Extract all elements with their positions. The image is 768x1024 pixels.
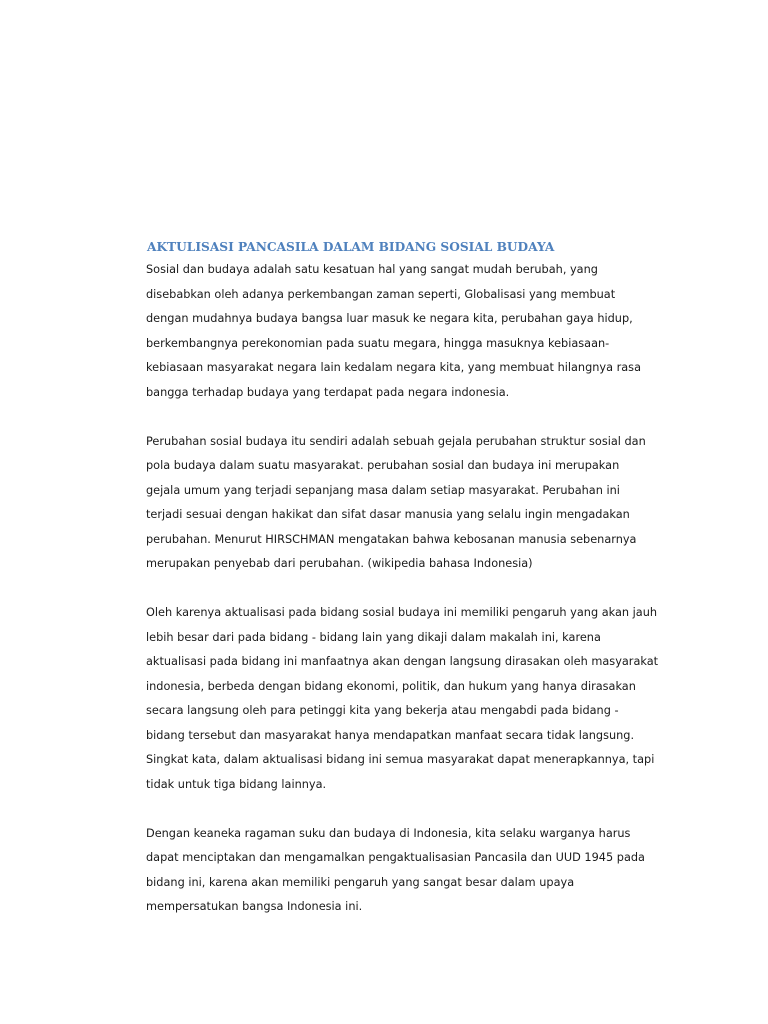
paragraph-line: pola budaya dalam suatu masyarakat. perubahan sosial dan budaya ini merupakan [146, 459, 620, 472]
paragraph-spacer [146, 577, 666, 602]
paragraph [146, 601, 666, 797]
paragraph-line: Oleh karenya aktualisasi pada bidang sosial budaya ini memiliki pengaruh yang akan jauh [146, 606, 658, 619]
paragraph-line: terjadi sesuai dengan hakikat dan sifat dasar manusia yang selalu ingin mengadakan [146, 508, 630, 521]
paragraph-line: bidang ini, karena akan memiliki pengaruh yang sangat besar dalam upaya [146, 875, 575, 889]
paragraph-line: bidang tersebut dan masyarakat hanya mendapatkan manfaat secara tidak langsung. [146, 728, 635, 742]
paragraph-spacer [146, 797, 666, 822]
paragraph-line: indonesia, berbeda dengan bidang ekonomi, politik, dan hukum yang hanya dirasakan [146, 679, 636, 693]
paragraph-line: lebih besar dari pada bidang - bidang lain yang dikaji dalam makalah ini, karena [146, 630, 601, 644]
paragraph-line: disebabkan oleh adanya perkembangan zaman seperti, Globalisasi yang membuat [146, 287, 616, 301]
document-heading: AKTULISASI PANCASILA DALAM BIDANG SOSIAL BUDAYA [147, 240, 555, 254]
paragraph-line: kebiasaan masyarakat negara lain kedalam negara kita, yang membuat hilangnya rasa [146, 361, 641, 374]
paragraph [146, 430, 666, 577]
paragraph-line: perubahan. Menurut HIRSCHMAN mengatakan bahwa kebosanan manusia sebenarnya [146, 532, 637, 546]
paragraph-line: Singkat kata, dalam aktualisasi bidang ini semua masyarakat dapat menerapkannya, tapi [146, 753, 655, 766]
paragraph-line: Sosial dan budaya adalah satu kesatuan hal yang sangat mudah berubah, yang [146, 263, 598, 276]
document-body [146, 236, 666, 920]
paragraph-line: merupakan penyebab dari perubahan. (wikipedia bahasa Indonesia) [146, 557, 533, 570]
paragraph-line: dapat menciptakan dan mengamalkan pengaktualisasian Pancasila dan UUD 1945 pada [146, 851, 645, 864]
paragraph-container [146, 258, 666, 920]
paragraph-line: dengan mudahnya budaya bangsa luar masuk ke negara kita, perubahan gaya hidup, [146, 312, 633, 325]
paragraph-line: berkembangnya perekonomian pada suatu megara, hingga masuknya kebiasaan- [146, 336, 610, 350]
paragraph-line: gejala umum yang terjadi sepanjang masa dalam setiap masyarakat. Perubahan ini [146, 483, 620, 497]
paragraph-line: Dengan keaneka ragaman suku dan budaya di Indonesia, kita selaku warganya harus [146, 826, 631, 840]
paragraph-line: aktualisasi pada bidang ini manfaatnya akan dengan langsung dirasakan oleh masyarakat [146, 655, 659, 668]
paragraph-line: tidak untuk tiga bidang lainnya. [146, 777, 327, 791]
paragraph [146, 258, 666, 405]
paragraph-line: bangga terhadap budaya yang terdapat pada negara indonesia. [146, 385, 510, 399]
paragraph-spacer [146, 405, 666, 430]
paragraph [146, 822, 666, 920]
paragraph-line: Perubahan sosial budaya itu sendiri adalah sebuah gejala perubahan struktur sosial dan [146, 434, 646, 448]
paragraph-line: secara langsung oleh para petinggi kita yang bekerja atau mengabdi pada bidang - [146, 704, 619, 717]
paragraph-line: mempersatukan bangsa Indonesia ini. [146, 900, 363, 913]
